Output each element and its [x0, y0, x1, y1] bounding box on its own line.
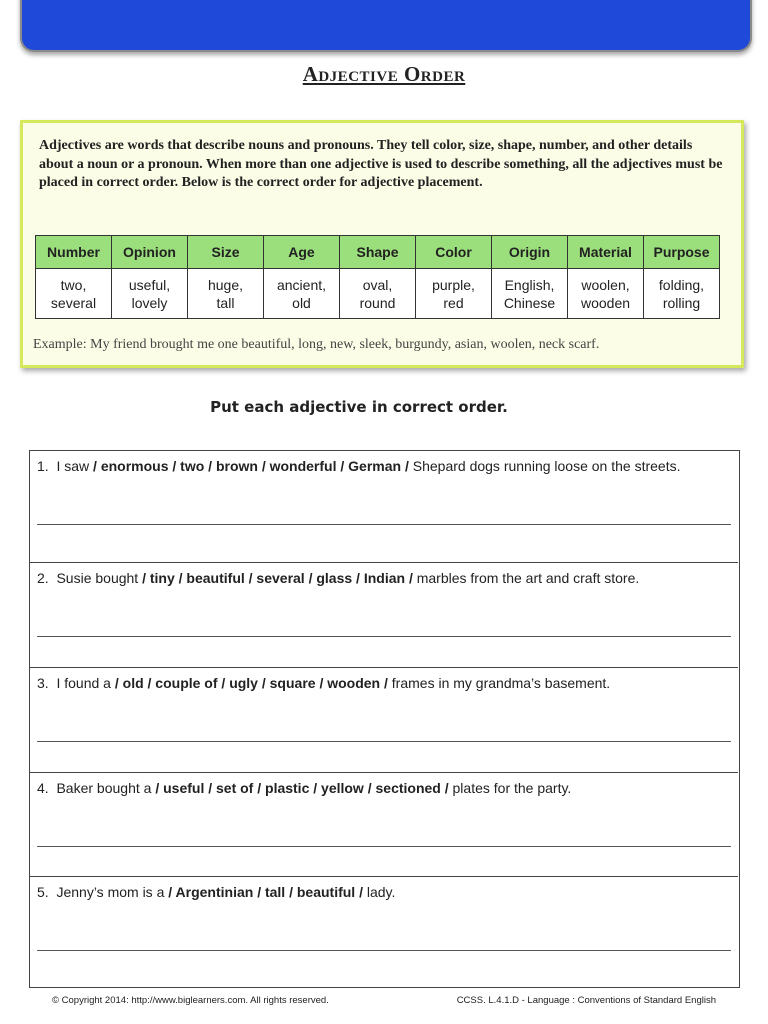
table-cell — [492, 269, 568, 319]
question-prefix: Susie bought — [56, 570, 139, 586]
exercise-box — [29, 450, 740, 988]
question-suffix: Shepard dogs running loose on the streets. — [412, 458, 681, 474]
cell-line: round — [359, 294, 396, 311]
table-header-cell: Opinion — [112, 236, 188, 269]
question-text — [37, 884, 395, 900]
cell-line: rolling — [662, 294, 701, 311]
question-text — [37, 675, 610, 691]
question-prefix: Jenny’s mom is a — [56, 884, 165, 900]
cell-line: red — [443, 294, 464, 311]
question-prefix: Baker bought a — [56, 780, 152, 796]
table-cell — [112, 269, 188, 319]
question-adjectives: / tiny / beautiful / several / glass / Indian / — [142, 570, 413, 586]
table-header-cell: Age — [264, 236, 340, 269]
cell-line: two, — [60, 276, 87, 293]
cell-line: huge, — [207, 276, 244, 293]
cell-line: several — [50, 294, 97, 311]
table-cell — [188, 269, 264, 319]
table-cell — [568, 269, 644, 319]
question-suffix: lady. — [366, 884, 396, 900]
question-adjectives: / enormous / two / brown / wonderful / German / — [93, 458, 409, 474]
question-number: 5. — [37, 884, 49, 900]
question-prefix: I saw — [56, 458, 90, 474]
footer-copyright: © Copyright 2014: http://www.biglearners.com. All rights reserved. — [52, 995, 329, 1006]
table-header-cell: Size — [188, 236, 264, 269]
page-title: Adjective Order — [302, 62, 466, 86]
adjective-order-table — [35, 235, 720, 319]
question-number: 2. — [37, 570, 49, 586]
intro-text: Adjectives are words that describe nouns and pronouns. They tell color, size, shape, number, and other details about a noun or a pronoun. When more than one adjective is used to describe something, all the adjectives must be placed in correct order. Below is the correct order for adjective placement. — [39, 138, 723, 190]
cell-line: tall — [216, 294, 235, 311]
question-suffix: frames in my grandma’s basement. — [391, 675, 611, 691]
header-banner — [20, 0, 752, 52]
answer-line[interactable] — [37, 524, 731, 525]
cell-line: purple, — [432, 276, 475, 293]
cell-line: ancient, — [276, 276, 327, 293]
table-cell — [416, 269, 492, 319]
question-suffix: marbles from the art and craft store. — [416, 570, 640, 586]
table-cell — [340, 269, 416, 319]
cell-line: lovely — [131, 294, 168, 311]
cell-line: useful, — [128, 276, 171, 293]
question-text — [37, 570, 639, 586]
question-row-1 — [30, 451, 738, 563]
question-row-4 — [30, 773, 738, 877]
cell-line: English, — [504, 276, 555, 293]
answer-line[interactable] — [37, 741, 731, 742]
table-header-cell: Shape — [340, 236, 416, 269]
table-header-cell: Color — [416, 236, 492, 269]
cell-line: Chinese — [503, 294, 556, 311]
footer-standard: CCSS. L.4.1.D - Language : Conventions of Standard English — [456, 995, 716, 1006]
question-row-2 — [30, 563, 738, 668]
question-suffix: plates for the party. — [452, 780, 572, 796]
question-adjectives: / old / couple of / ugly / square / wooden / — [114, 675, 388, 691]
cell-line: oval, — [362, 276, 393, 293]
answer-line[interactable] — [37, 846, 731, 847]
table-header-cell: Material — [568, 236, 644, 269]
question-text — [37, 780, 571, 796]
table-header-cell: Origin — [492, 236, 568, 269]
table-cell — [36, 269, 112, 319]
table-header-cell: Number — [36, 236, 112, 269]
answer-line[interactable] — [37, 636, 731, 637]
table-row — [36, 269, 720, 319]
table-header-row — [36, 236, 720, 269]
question-row-5 — [30, 877, 738, 987]
question-adjectives: / Argentinian / tall / beautiful / — [168, 884, 363, 900]
cell-line: folding, — [658, 276, 705, 293]
question-prefix: I found a — [56, 675, 111, 691]
question-number: 1. — [37, 458, 49, 474]
question-number: 4. — [37, 780, 49, 796]
cell-line: woolen, — [581, 276, 630, 293]
cell-line: wooden — [580, 294, 631, 311]
question-row-3 — [30, 668, 738, 773]
question-text — [37, 458, 681, 474]
cell-line: old — [292, 294, 311, 311]
example-sentence: Example: My friend brought me one beautiful, long, new, sleek, burgundy, asian, woolen, neck scarf. — [33, 337, 600, 352]
intro-box — [20, 120, 744, 368]
instruction-text: Put each adjective in correct order. — [210, 398, 508, 416]
table-cell — [644, 269, 720, 319]
table-cell — [264, 269, 340, 319]
question-adjectives: / useful / set of / plastic / yellow / sectioned / — [155, 780, 449, 796]
question-number: 3. — [37, 675, 49, 691]
answer-line[interactable] — [37, 950, 731, 951]
table-header-cell: Purpose — [644, 236, 720, 269]
